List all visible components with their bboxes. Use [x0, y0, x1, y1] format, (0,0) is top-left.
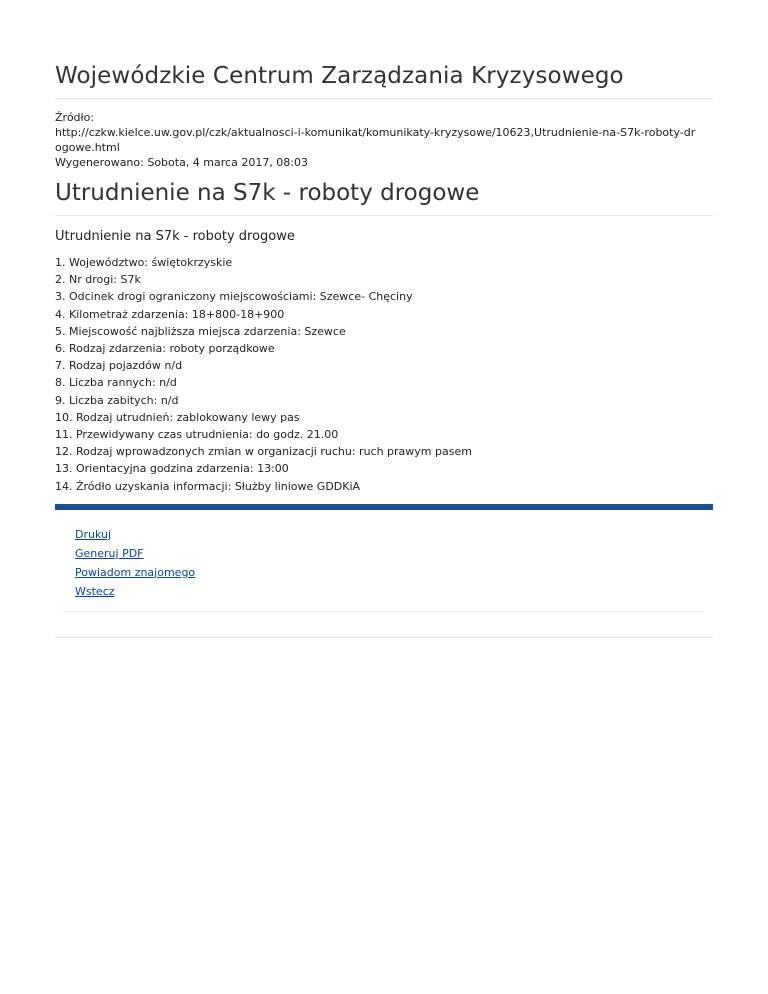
source-url: http://czkw.kielce.uw.gov.pl/czk/aktualnosci-i-komunikat/komunikaty-kryzysowe/10623,Utrudnienie-na-S7k-roboty-drogowe.html	[55, 126, 696, 154]
source-block	[55, 110, 713, 170]
actions-panel	[63, 510, 704, 612]
generated-timestamp: Wygenerowano: Sobota, 4 marca 2017, 08:03	[55, 156, 309, 169]
list-item: 12. Rodzaj wprowadzonych zmian w organizacji ruchu: ruch prawym pasem	[55, 445, 472, 459]
list-item: 4. Kilometraż zdarzenia: 18+800-18+900	[55, 307, 285, 321]
list-item: 3. Odcinek drogi ograniczony miejscowościami: Szewce- Chęciny	[55, 290, 413, 304]
list-item: 2. Nr drogi: S7k	[55, 273, 141, 287]
article-title: Utrudnienie na S7k - roboty drogowe	[55, 180, 480, 206]
print-link[interactable]: Drukuj	[75, 527, 112, 541]
generate-pdf-link[interactable]: Generuj PDF	[75, 546, 144, 560]
list-item: 9. Liczba zabitych: n/d	[55, 393, 179, 407]
site-title: Wojewódzkie Centrum Zarządzania Kryzysowego	[55, 63, 624, 89]
list-item: 10. Rodzaj utrudnień: zablokowany lewy pas	[55, 410, 300, 424]
list-item: 5. Miejscowość najbliższa miejsca zdarzenia: Szewce	[55, 324, 346, 338]
list-item: 8. Liczba rannych: n/d	[55, 376, 177, 390]
list-item: 7. Rodzaj pojazdów n/d	[55, 359, 183, 373]
list-item: 14. Źródło uzyskania informacji: Służby liniowe GDDKiA	[55, 479, 361, 493]
page-container	[55, 0, 713, 638]
article-intro: Utrudnienie na S7k - roboty drogowe	[55, 229, 295, 244]
list-item: 1. Województwo: świętokrzyskie	[55, 256, 233, 269]
list-item: 11. Przewidywany czas utrudnienia: do godz. 21.00	[55, 428, 339, 442]
title-divider	[55, 98, 713, 99]
footer-divider	[55, 637, 713, 638]
list-item: 6. Rodzaj zdarzenia: roboty porządkowe	[55, 342, 275, 356]
details-list	[55, 254, 713, 495]
article-divider	[55, 215, 713, 216]
list-item: 13. Orientacyjna godzina zdarzenia: 13:00	[55, 462, 289, 476]
notify-friend-link[interactable]: Powiadom znajomego	[75, 565, 196, 579]
source-label: Źródło:	[55, 111, 95, 124]
back-link[interactable]: Wstecz	[75, 584, 115, 598]
